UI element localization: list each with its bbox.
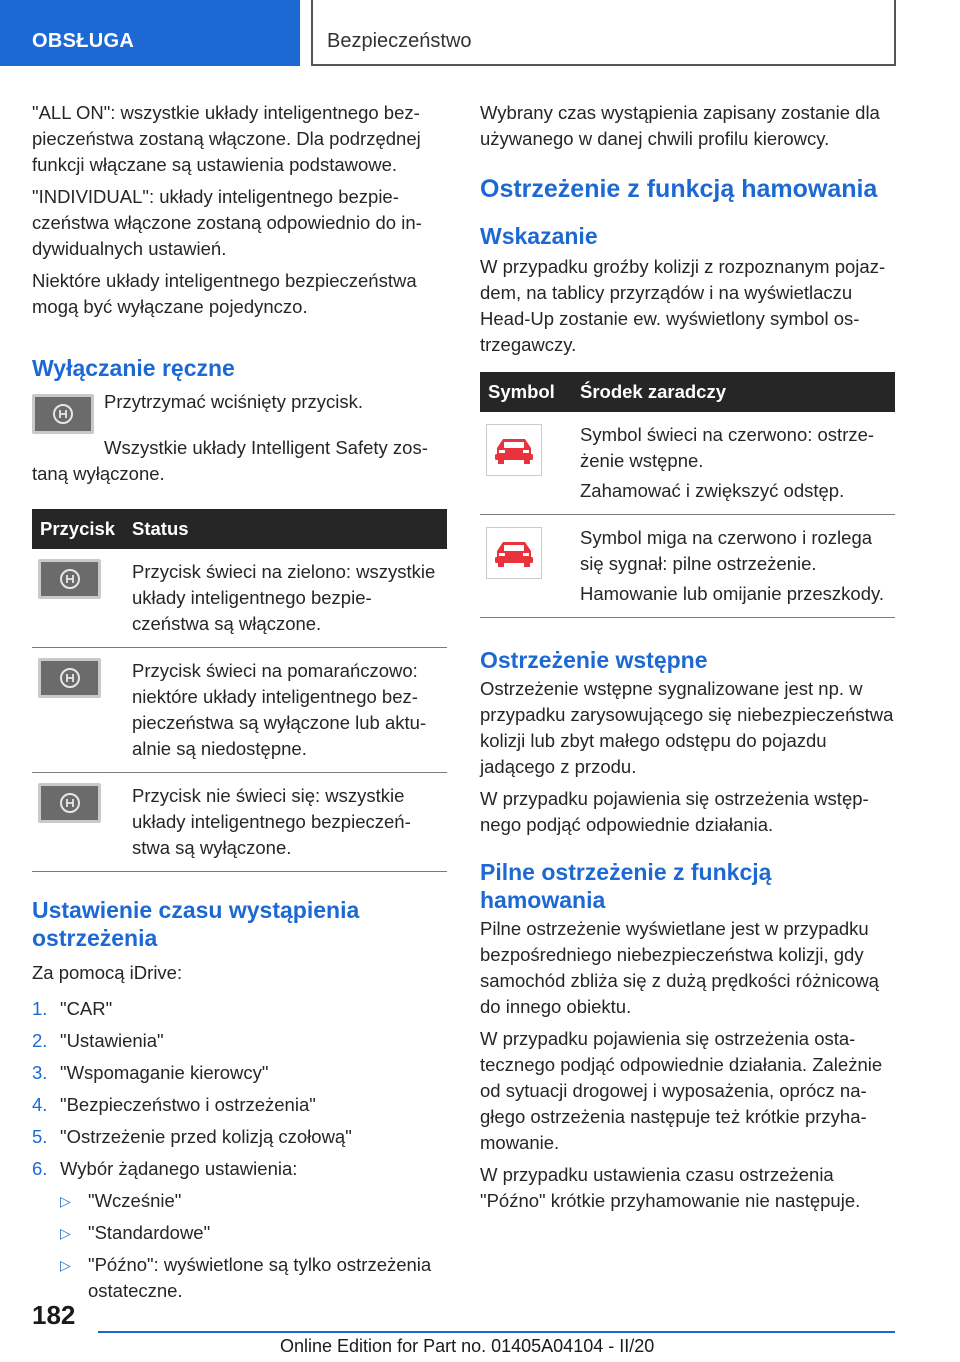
list-item: ▷ "Późno": wyświetlone są tylko ostrzeżenia ostateczne. (60, 1252, 447, 1304)
th-status: Status (124, 509, 447, 549)
safety-button-icon (38, 783, 101, 823)
safety-button-icon (38, 559, 101, 599)
th-measure: Środek zaradczy (572, 372, 895, 412)
car-collision-warning-icon (486, 527, 542, 579)
status-text: Przycisk świeci na pomarańczowo: niektóre układy inteligentnego bezpieczeństwa są wyłączone lub aktualnie są niedostępne. (124, 648, 447, 773)
section-title: OBSŁUGA (32, 30, 135, 52)
table-row (480, 515, 895, 618)
footer-divider (98, 1331, 895, 1333)
setting-options (60, 1188, 447, 1304)
table-row (480, 412, 895, 515)
triangle-bullet-icon: ▷ (60, 1257, 71, 1273)
heading-warning-time: Ustawienie czasu wystąpienia ostrzeżenia (32, 897, 360, 951)
list-item: 5. "Ostrzeżenie przed kolizją czołową" (32, 1126, 352, 1147)
button-status-table (32, 509, 447, 872)
paragraph-individual: "INDIVIDUAL": układy inteligentnego bezpieczeństwa włączone zostaną odpowiednio do indywidualnych ustawień. (32, 186, 422, 259)
triangle-bullet-icon: ▷ (60, 1193, 71, 1209)
left-column (32, 100, 447, 1310)
paragraph-pre-1: Ostrzeżenie wstępne sygnalizowane jest np. w przypadku zarysowującego się niebezpieczeństwa kolizji lub zbyt małego odstępu do pojazdu jadącego z przodu. (480, 678, 894, 777)
triangle-bullet-icon: ▷ (60, 1225, 71, 1241)
symbol-action: Hamowanie lub omijanie przeszkody. (580, 583, 885, 604)
paragraph-urgent-1: Pilne ostrzeżenie wyświetlane jest w przypadku bezpośredniego niebezpieczeństwa kolizji, gdy samochód zbliża się z dużą prędkości różnicową do innego obiektu. (480, 918, 879, 1017)
page-number: 182 (32, 1300, 76, 1330)
symbol-table (480, 372, 895, 618)
list-item: 3. "Wspomaganie kierowcy" (32, 1062, 269, 1083)
table-row (32, 648, 447, 773)
car-collision-warning-icon (486, 424, 542, 476)
list-item: 2. "Ustawienia" (32, 1030, 164, 1051)
list-item: 4. "Bezpieczeństwo i ostrzeżenia" (32, 1094, 316, 1115)
symbol-description: Symbol miga na czerwono i rozlega się sygnał: pilne ostrzeżenie. (580, 527, 873, 574)
idrive-intro: Za pomocą iDrive: (32, 962, 183, 983)
th-button: Przycisk (32, 509, 124, 549)
heading-brake-warning: Ostrzeżenie z funkcją hamowania (480, 175, 878, 203)
idrive-steps (32, 996, 447, 1182)
table-row (32, 773, 447, 872)
symbol-action: Zahamować i zwiększyć odstęp. (580, 480, 845, 501)
status-text: Przycisk nie świeci się: wszystkie układy inteligentnego bezpieczeństwa są wyłączone. (124, 773, 447, 872)
paragraph-urgent-3: W przypadku ustawienia czasu ostrzeżenia "Późno" krótkie przyhamowanie nie następuje. (480, 1164, 861, 1211)
status-text: Przycisk świeci na zielono: wszystkie układy inteligentnego bezpieczeństwa są włączone. (124, 549, 447, 648)
heading-indication: Wskazanie (480, 223, 598, 249)
right-column (480, 100, 895, 1220)
manual-off-result: Wszystkie układy Intelligent Safety zostaną wyłączone. (32, 437, 428, 484)
list-item: 6. Wybór żądanego ustawienia: (32, 1158, 298, 1179)
heading-urgent-warning: Pilne ostrzeżenie z funkcją hamowania (480, 859, 772, 913)
safety-button-icon (32, 394, 94, 434)
chapter-title: Bezpieczeństwo (327, 30, 472, 52)
list-item: 1. "CAR" (32, 998, 113, 1019)
edition-note: Online Edition for Part no. 01405A04104 - II/20 (280, 1336, 655, 1356)
list-item: ▷ "Standardowe" (60, 1220, 447, 1246)
section-tab (0, 0, 300, 66)
manual-off-block (32, 392, 447, 439)
symbol-description: Symbol świeci na czerwono: ostrzeżenie wstępne. (580, 424, 875, 471)
th-symbol: Symbol (480, 372, 572, 412)
heading-manual-off: Wyłączanie ręczne (32, 355, 235, 381)
paragraph-saved: Wybrany czas wystąpienia zapisany zostanie dla używanego w danej chwili profilu kierowcy. (480, 102, 880, 149)
chapter-tab (311, 0, 896, 66)
paragraph-pre-2: W przypadku pojawienia się ostrzeżenia wstępnego podjąć odpowiednie działania. (480, 788, 869, 835)
paragraph-indication: W przypadku groźby kolizji z rozpoznanym pojazdem, na tablicy przyrządów i na wyświetlaczu Head-Up zostanie ew. wyświetlony symbol ostrzegawczy. (480, 256, 886, 355)
heading-pre-warning: Ostrzeżenie wstępne (480, 647, 708, 673)
table-row (32, 549, 447, 648)
safety-button-icon (38, 658, 101, 698)
paragraph-some-off: Niektóre układy inteligentnego bezpieczeństwa mogą być wyłączane pojedynczo. (32, 270, 417, 317)
paragraph-all-on: "ALL ON": wszystkie układy inteligentnego bezpieczeństwa zostaną włączone. Dla podrzędnej funkcji włączane są ustawienia podstawowe. (32, 102, 421, 175)
list-item: ▷ "Wcześnie" (60, 1188, 447, 1214)
paragraph-urgent-2: W przypadku pojawienia się ostrzeżenia ostatecznego podjąć odpowiednie działania. Zależnie od sytuacji drogowej i wyposażenia, oprócz nagłego ostrzeżenia następuje też krótkie przyhamowanie. (480, 1028, 883, 1153)
manual-off-step: Przytrzymać wciśnięty przycisk. (104, 391, 364, 412)
